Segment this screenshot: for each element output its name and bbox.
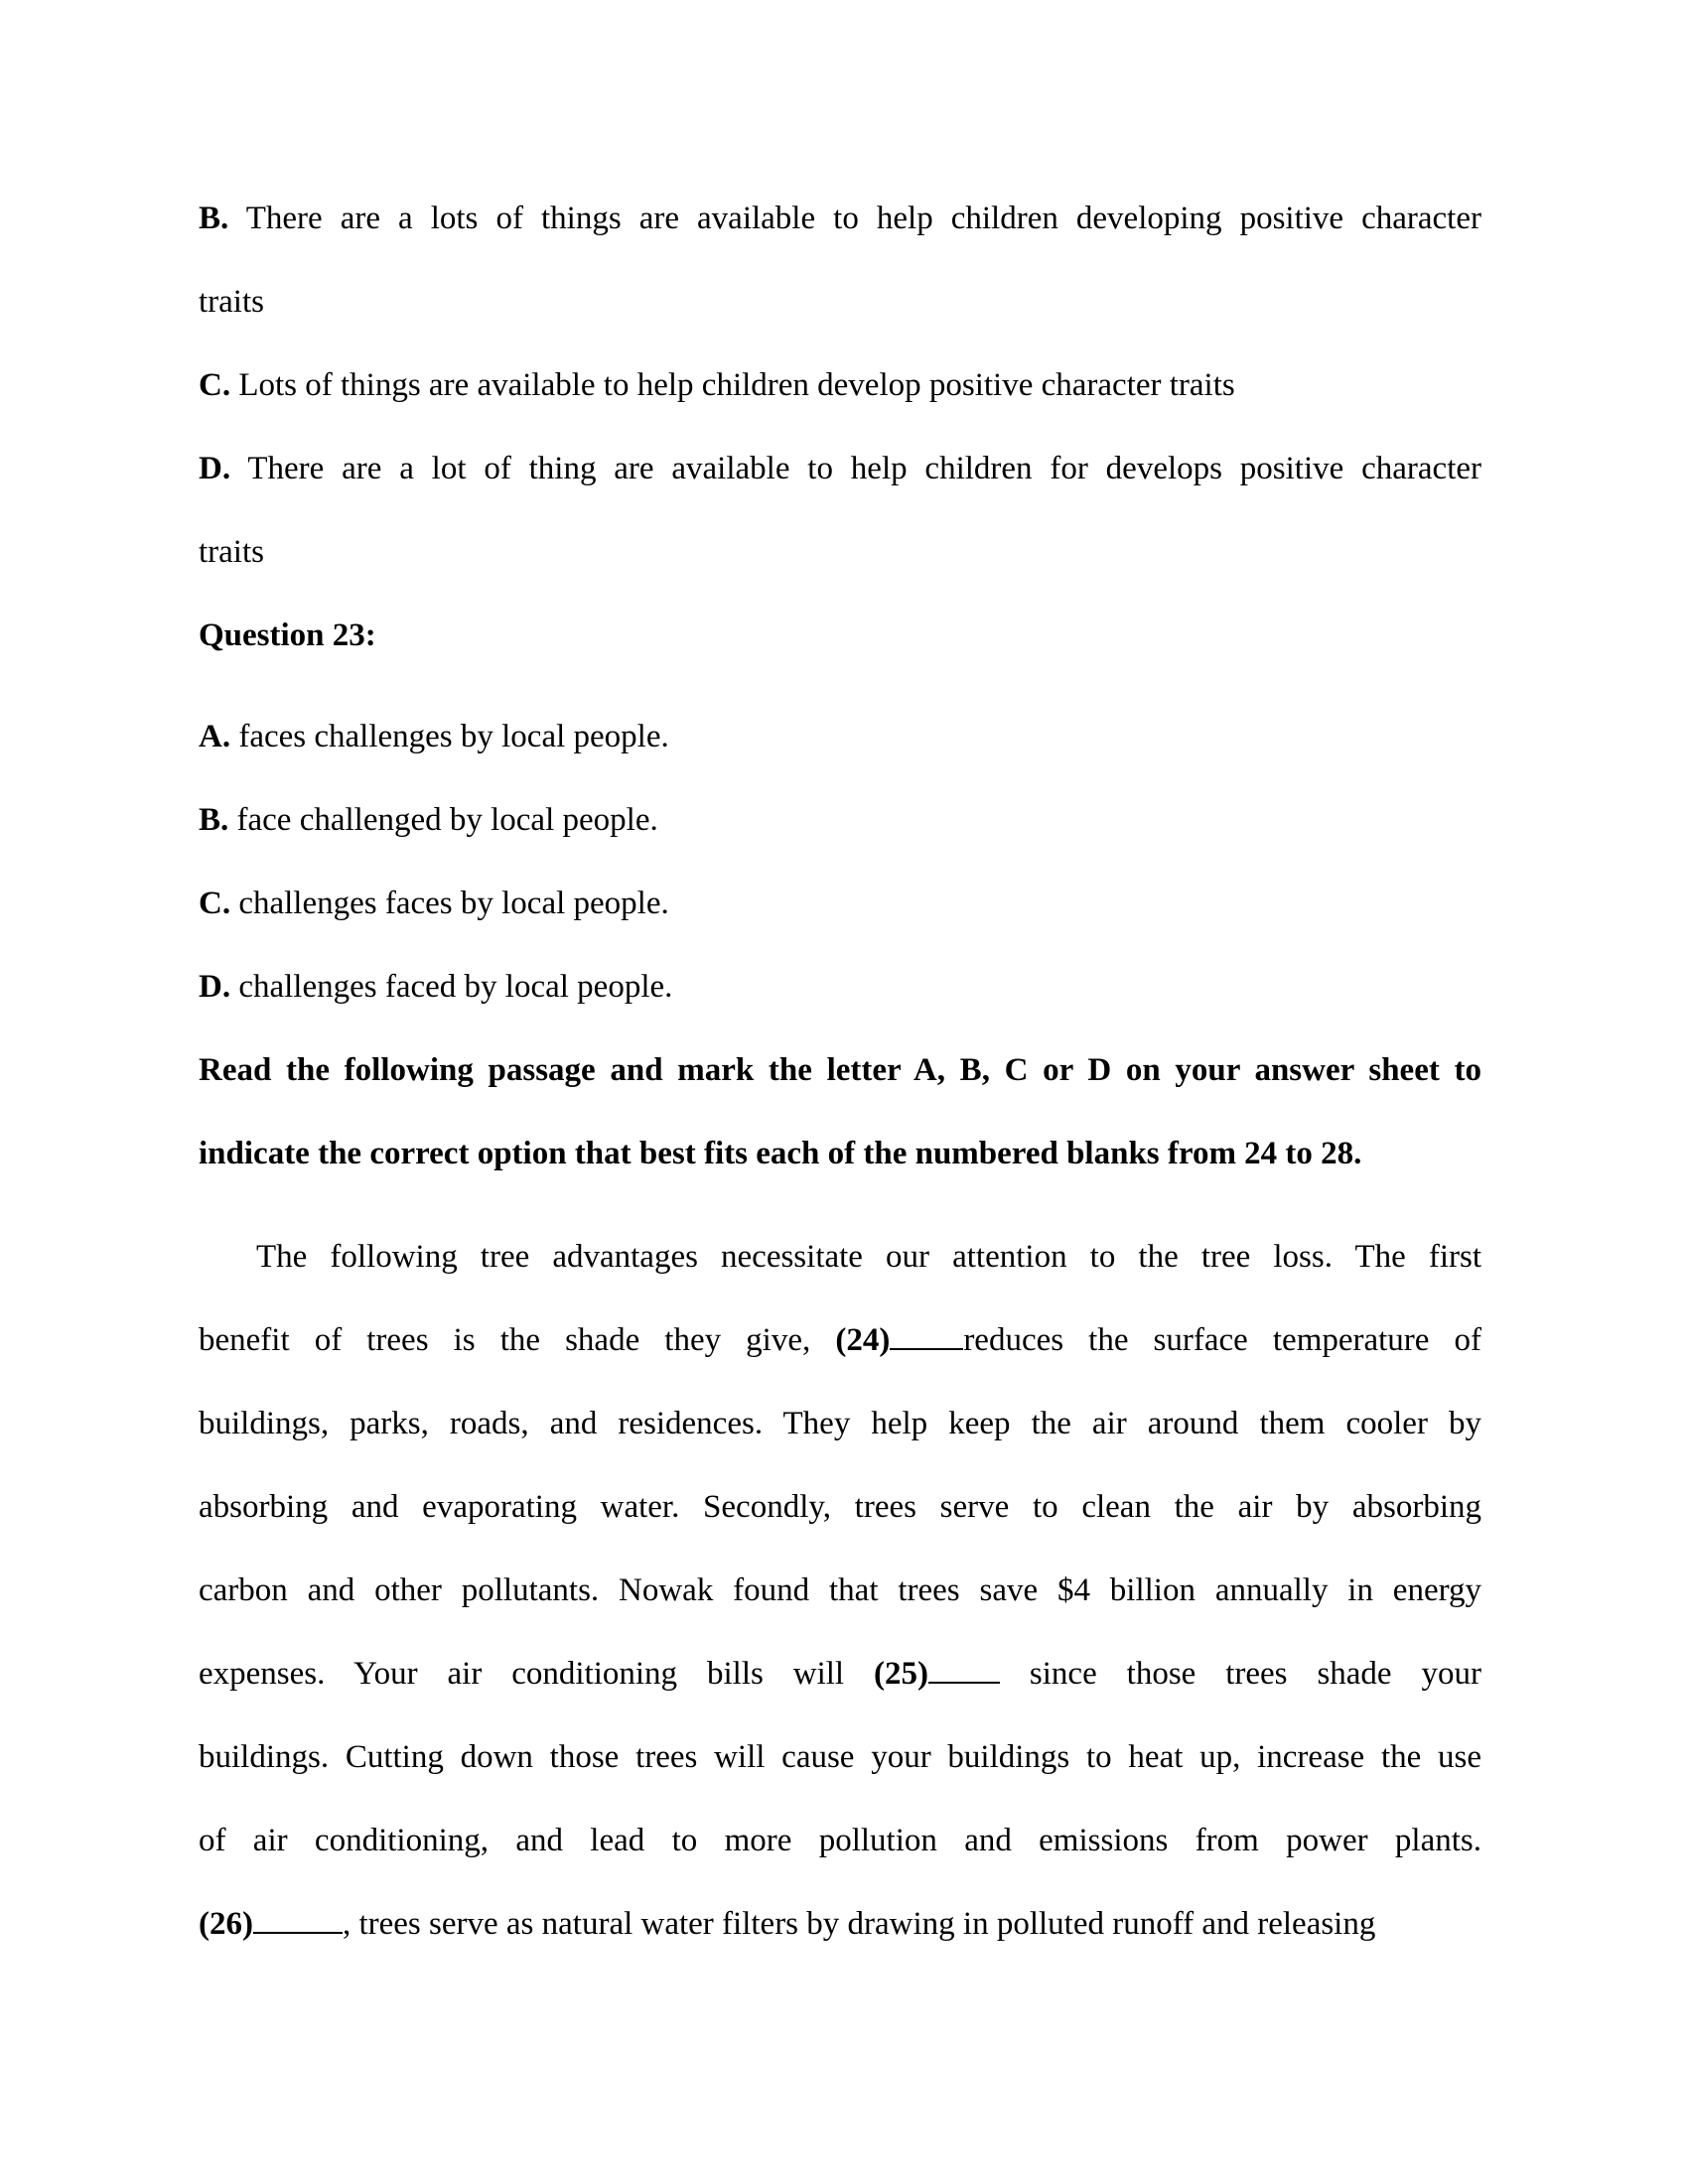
option-text: Lots of things are available to help children develop positive character traits <box>238 367 1235 403</box>
blank-line <box>928 1654 1000 1684</box>
q23-option-a <box>199 717 1481 756</box>
blank-26 <box>199 1906 343 1942</box>
question-heading-text: Question 23: <box>199 617 376 653</box>
passage-text: since those trees shade your <box>1029 1656 1481 1692</box>
passage-text: , trees serve as natural water filters by drawing in polluted runoff and releasing <box>342 1906 1376 1942</box>
blank-number: (26) <box>199 1906 253 1942</box>
passage-line3: buildings, parks, roads, and residences. They help keep the air around them cooler by <box>199 1406 1481 1441</box>
option-text: challenges faces by local people. <box>238 886 669 921</box>
q23-option-d <box>199 967 1481 1007</box>
option-text: challenges faced by local people. <box>238 969 673 1005</box>
option-d-line1 <box>199 449 1481 488</box>
passage-line2 <box>199 1320 1481 1360</box>
instruction-text: indicate the correct option that best fits each of the numbered blanks from 24 to 28. <box>199 1136 1362 1171</box>
passage-text: benefit of trees is the shade they give, <box>199 1322 811 1358</box>
q23-option-b <box>199 800 1481 840</box>
blank-25 <box>874 1656 1000 1692</box>
option-letter: D. <box>199 969 231 1005</box>
instruction-line1 <box>199 1050 1481 1090</box>
passage-text: expenses. Your air conditioning bills will <box>199 1656 845 1692</box>
q23-option-c <box>199 884 1481 923</box>
passage-line1: The following tree advantages necessitate our attention to the tree loss. The first <box>256 1239 1481 1275</box>
passage-line9 <box>199 1904 1481 1944</box>
option-letter: D. <box>199 451 231 486</box>
blank-line <box>890 1320 963 1350</box>
option-letter: C. <box>199 367 231 403</box>
option-text: faces challenges by local people. <box>238 719 669 754</box>
blank-line <box>253 1904 343 1934</box>
option-letter: B. <box>199 802 229 838</box>
blank-24 <box>835 1322 1481 1358</box>
option-text: There are a lot of thing are available to help children for develops positive character <box>247 451 1481 486</box>
option-text: face challenged by local people. <box>236 802 658 838</box>
instruction-text: Read the following passage and mark the letter A, B, C or D on your answer sheet to <box>199 1052 1481 1088</box>
option-b-line1 <box>199 199 1481 238</box>
option-b-line2: traits <box>199 284 264 320</box>
passage-line8: of air conditioning, and lead to more pollution and emissions from power plants. <box>199 1823 1481 1858</box>
option-c <box>199 365 1481 405</box>
passage-line7: buildings. Cutting down those trees will cause your buildings to heat up, increase the use <box>199 1739 1481 1775</box>
instruction-line2 <box>199 1134 1481 1173</box>
option-letter: A. <box>199 719 231 754</box>
option-letter: C. <box>199 886 231 921</box>
question-23-heading <box>199 615 1481 655</box>
blank-number: (24) <box>835 1322 891 1358</box>
option-d-line2: traits <box>199 534 264 570</box>
passage-line5: carbon and other pollutants. Nowak found that trees save $4 billion annually in energy <box>199 1572 1481 1608</box>
option-letter: B. <box>199 201 229 236</box>
passage-text: reduces the surface temperature of <box>963 1322 1482 1358</box>
blank-number: (25) <box>874 1656 928 1692</box>
passage-line4: absorbing and evaporating water. Secondly, trees serve to clean the air by absorbing <box>199 1489 1481 1525</box>
passage-line6 <box>199 1654 1481 1694</box>
option-text: There are a lots of things are available to help children developing positive character <box>245 201 1481 236</box>
document-page <box>199 0 1481 2184</box>
